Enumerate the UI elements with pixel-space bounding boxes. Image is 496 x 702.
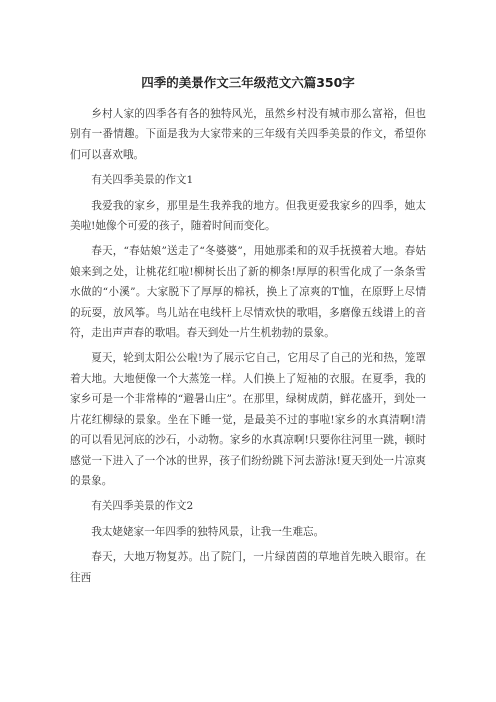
- paragraph-summer: 夏天，轮到太阳公公啦!为了展示它自己，它用尽了自己的光和热，笼罩着大地。大地便像一个大蒸笼一样。人们换上了短袖的衣服。在夏季，我的家乡可是一个非常棒的“避暑山庄”。在那里，绿树成荫，鲜花盛开，到处一片花红柳绿的景象。坐在下睡一觉，是最美不过的事啦!家乡的水真清啊!清的可以看见河底的沙石，小动物。家乡的水真凉啊!只要你往河里一跳，顿时感觉一下进入了一个冰的世界，孩子们纷纷跳下河去游泳!夏天到处一片凉爽的景象。: [70, 352, 426, 487]
- paragraph-grandma-scenery: 我太姥姥家一年四季的独特风景，让我一生难忘。: [91, 525, 325, 538]
- paragraph-spring-2: 春天，大地万物复苏。出了院门，一片绿茵茵的草地首先映入眼帘。在往西: [70, 551, 426, 584]
- document-title: 四季的美景作文三年级范文六篇350字: [141, 75, 355, 90]
- paragraph-spring: 春天，“春姑娘”送走了“冬婆婆”，用她那柔和的双手抚摸着大地。春姑娘来到之处，让桃花红啦!柳树长出了新的柳条!厚厚的积雪化成了一条条雪水做的“小溪”。大家脱下了厚厚的棉袄，换上了凉爽的T恤，在原野上尽情的玩耍，放风筝。鸟儿站在电线杆上尽情欢快的歌唱，多磨像五线谱上的音符，走出声声春的歌唱。春天到处一片生机勃勃的景象。: [70, 245, 426, 340]
- section-heading-2: 有关四季美景的作文2: [91, 500, 194, 513]
- paragraph-intro: 乡村人家的四季各有各的独特风光，虽然乡村没有城市那么富裕，但也别有一番情趣。下面是我为大家带来的三年级有关四季美景的作文，希望你们可以喜欢哦。: [70, 108, 426, 161]
- section-heading-1: 有关四季美景的作文1: [91, 174, 194, 187]
- paragraph-love-hometown: 我爱我的家乡，那里是生我养我的地方。但我更爱我家乡的四季，她太美啦!她像个可爱的孩子，随着时间而变化。: [70, 199, 426, 233]
